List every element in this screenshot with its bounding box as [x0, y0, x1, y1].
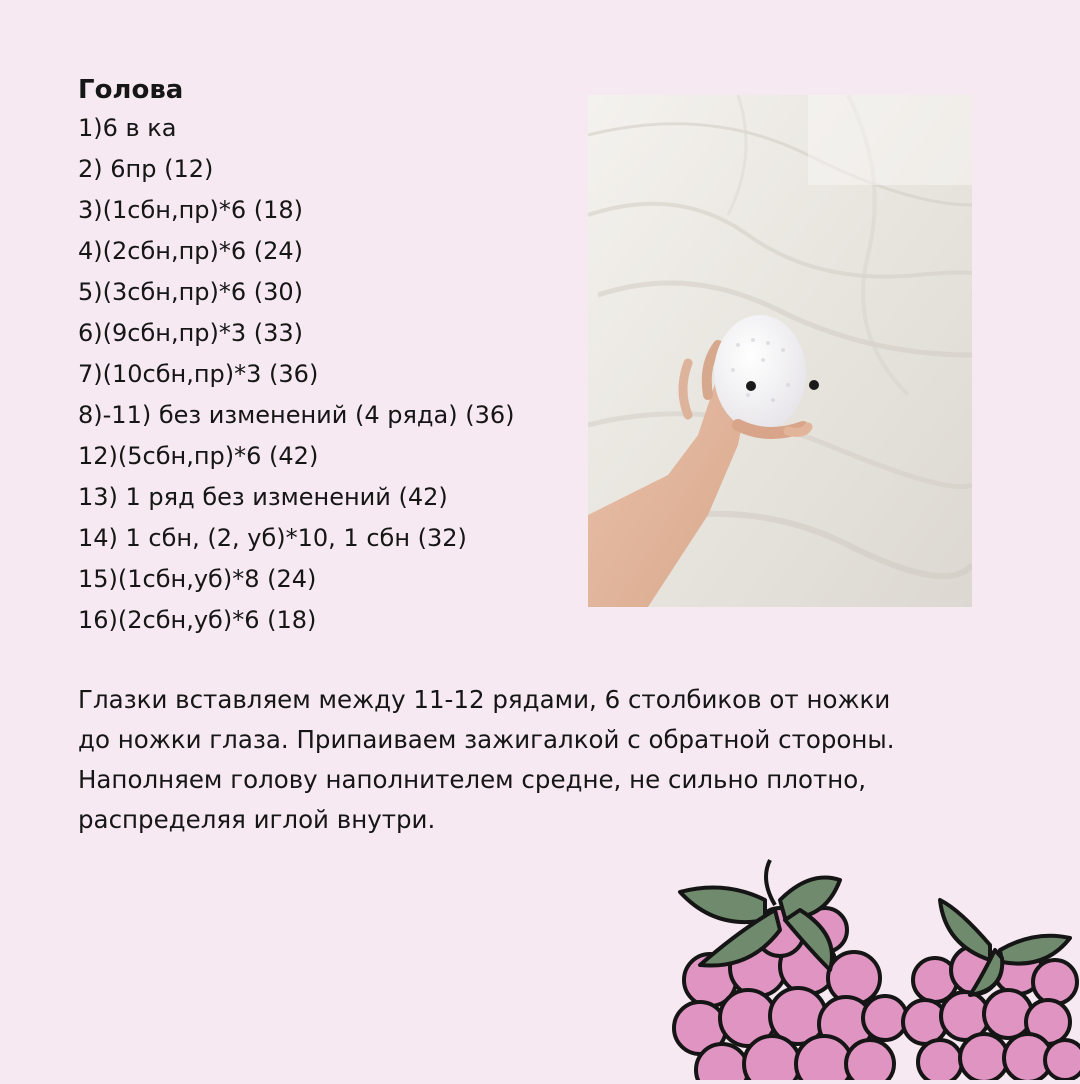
instructions-line: Глазки вставляем между 11-12 рядами, 6 столбиков от ножки: [78, 685, 891, 714]
pattern-rows-list: [78, 108, 514, 641]
pattern-row: 12)(5сбн,пр)*6 (42): [78, 442, 319, 470]
pattern-row: 1)6 в ка: [78, 114, 177, 142]
pattern-row: 6)(9сбн,пр)*3 (33): [78, 319, 304, 347]
pattern-row: 13) 1 ряд без изменений (42): [78, 483, 448, 511]
section-title: Голова: [78, 75, 184, 105]
pattern-row: 7)(10сбн,пр)*3 (36): [78, 360, 319, 388]
raspberry-small-icon: [903, 900, 1080, 1080]
raspberries-icon: [640, 850, 1080, 1080]
pattern-row: 4)(2сбн,пр)*6 (24): [78, 237, 304, 265]
raspberry-large-icon: [674, 860, 907, 1080]
pattern-row: 2) 6пр (12): [78, 155, 214, 183]
instructions-paragraph: [78, 680, 1018, 840]
raspberry-decoration: [640, 850, 1080, 1084]
instructions-line: распределяя иглой внутри.: [78, 805, 436, 834]
pattern-row: 15)(1сбн,уб)*8 (24): [78, 565, 317, 593]
amigurumi-photo: [588, 95, 972, 607]
pattern-row: 8)-11) без изменений (4 ряда) (36): [78, 401, 515, 429]
pattern-row: 16)(2сбн,уб)*6 (18): [78, 606, 317, 634]
photo-illustration: [588, 95, 972, 607]
instructions-line: Наполняем голову наполнителем средне, не сильно плотно,: [78, 765, 867, 794]
pattern-row: 5)(3сбн,пр)*6 (30): [78, 278, 304, 306]
pattern-row: 3)(1сбн,пр)*6 (18): [78, 196, 304, 224]
pattern-row: 14) 1 сбн, (2, уб)*10, 1 сбн (32): [78, 524, 467, 552]
instructions-line: до ножки глаза. Припаиваем зажигалкой с обратной стороны.: [78, 725, 895, 754]
